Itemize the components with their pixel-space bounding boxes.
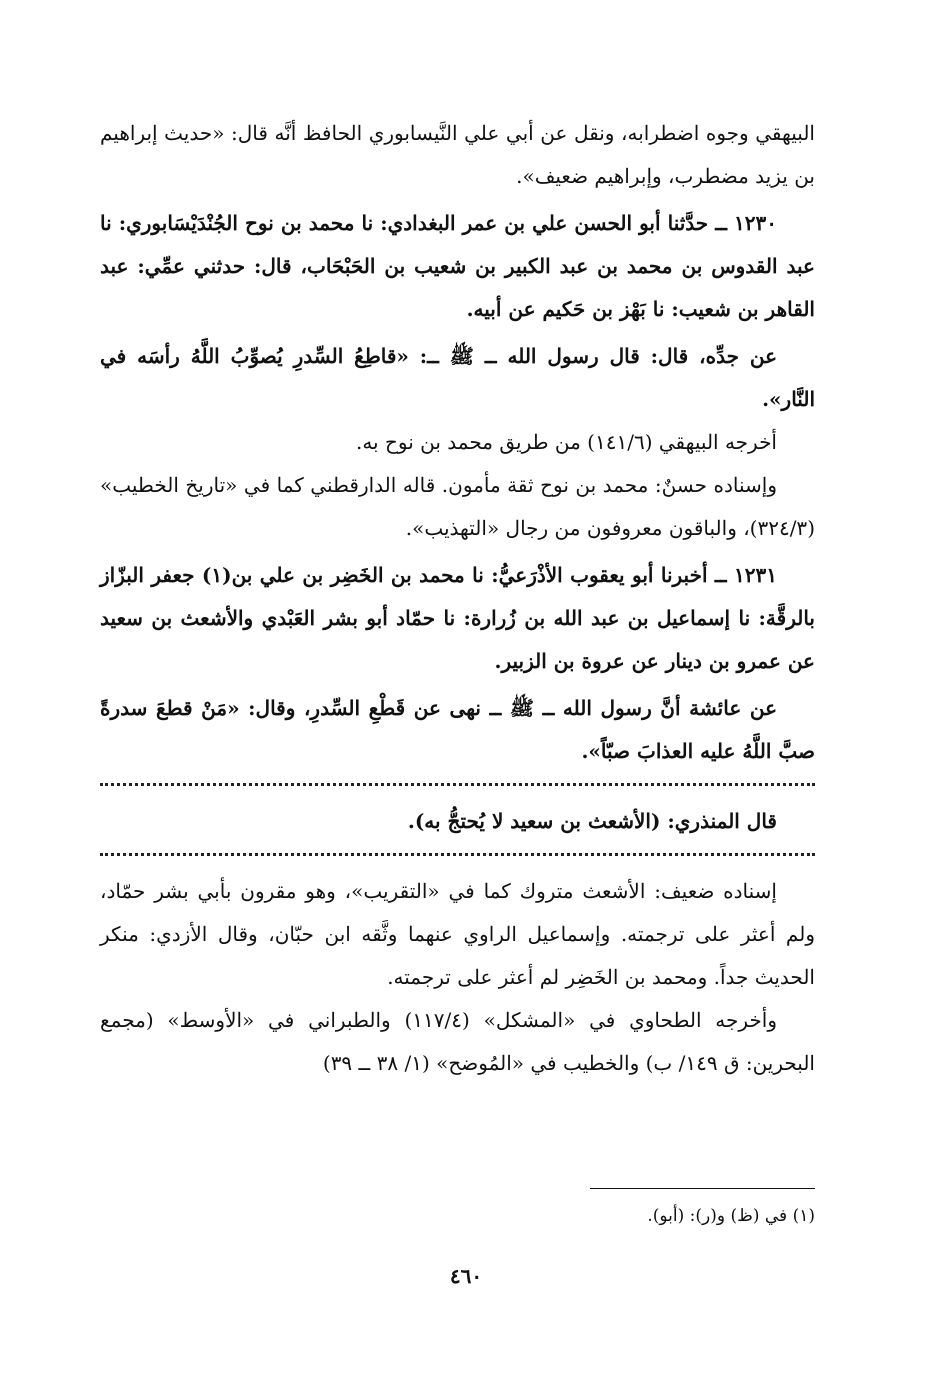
hadith-1230-text: عن جدِّه، قال: قال رسول الله ــ ﷺ ــ: «قاطِعُ السِّدرِ يُصوِّبُ اللَّهُ رأسَه في النَّار». bbox=[100, 344, 815, 411]
takhrij-1230: أخرجه البيهقي (١٤١/٦) من طريق محمد بن نوح به. bbox=[355, 430, 777, 454]
page-number: ٤٦٠ bbox=[449, 1264, 483, 1288]
footnote-1: (١) في (ظ) و(ر): (أبو). bbox=[647, 1206, 815, 1226]
dotted-separator-top bbox=[100, 783, 815, 786]
isnad-note-1230: وإسناده حسنٌ: محمد بن نوح ثقة مأمون. قاله الدارقطني كما في «تاريخ الخطيب» (٣٢٤/٣)، والباقون معروفون من رجال «التهذيب». bbox=[100, 473, 815, 540]
dotted-separator-bottom bbox=[100, 853, 815, 856]
hadith-1230-chain: ١٢٣٠ ــ حدَّثنا أبو الحسن علي بن عمر البغدادي: نا محمد بن نوح الجُنْدَيْسَابوري: نا عبد القدوس بن محمد بن عبد الكبير بن شعيب بن الحَبْحَاب، قال: حدثني عمِّي: عبد القاهر بن شعيب: نا بَهْز بن حَكيم عن أبيه. bbox=[100, 211, 815, 321]
hadith-1231-chain: ١٢٣١ ــ أخبرنا أبو يعقوب الأذْرَعيُّ: نا محمد بن الخَضِر بن علي بن(١) جعفر البزّاز بالرقَّة: نا إسماعيل بن عبد الله بن زُرارة: نا حمّاد أبو بشر العَبْدي والأشعث بن سعيد عن عمرو بن دينار عن عروة بن الزبير. bbox=[100, 563, 815, 673]
paragraph-1: البيهقي وجوه اضطرابه، ونقل عن أبي علي النَّيسابوري الحافظ أنَّه قال: «حديث إبراهيم بن يزيد مضطرب، وإبراهيم ضعيف». bbox=[100, 121, 815, 188]
footnote-divider bbox=[590, 1188, 815, 1189]
page-body bbox=[100, 112, 815, 1085]
mundhiri-quote: قال المنذري: (الأشعث بن سعيد لا يُحتجُّ به). bbox=[407, 809, 777, 833]
takhrij-1231: وأخرجه الطحاوي في «المشكل» (١١٧/٤) والطبراني في «الأوسط» (مجمع البحرين: ق ١٤٩/ ب) والخطيب في «المُوضح» (١/ ٣٨ ــ ٣٩) bbox=[100, 1008, 815, 1075]
hadith-1231-text: عن عائشة أنَّ رسول الله ــ ﷺ ــ نهى عن قَطْعِ السِّدرِ، وقال: «مَنْ قطعَ سدرةً صبَّ اللَّهُ عليه العذابَ صبّاً». bbox=[100, 696, 815, 763]
isnad-note-1231: إسناده ضعيف: الأشعث متروك كما في «التقريب»، وهو مقرون بأبي بشر حمّاد، ولم أعثر على ترجمته. وإسماعيل الراوي عنهما وثَّقه ابن حبّان، وقال الأزدي: منكر الحديث جداً. ومحمد بن الخَضِر لم أعثر على ترجمته. bbox=[100, 879, 815, 989]
